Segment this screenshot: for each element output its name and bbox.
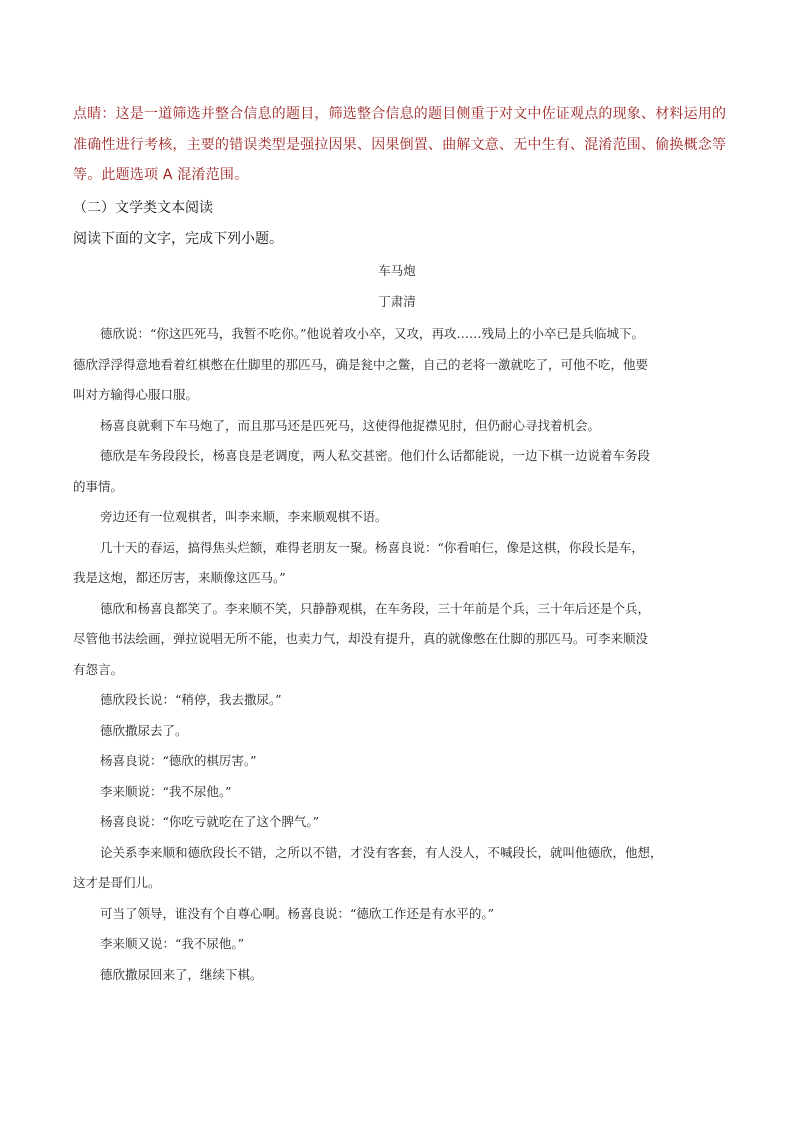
story-line: 德欣撒尿回来了，继续下棋。 <box>100 966 263 982</box>
story-line: 德欣和杨喜良都笑了。李来顺不笑，只静静观棋，在车务段，三十年前是个兵，三十年后还是个兵， <box>100 600 651 616</box>
story-line: 德欣撒尿去了。 <box>100 722 188 738</box>
story-line: 德欣是车务段段长，杨喜良是老调度，两人私交甚密。他们什么话都能说，一边下棋一边说着车务段 <box>100 448 651 463</box>
story-line: 杨喜良说：“你吃亏就吃在了这个脾气。” <box>100 814 320 829</box>
story-paragraph <box>73 594 723 686</box>
story-paragraph <box>73 838 723 899</box>
story-line: 德欣段长说：“稍停，我去撒尿。” <box>100 692 282 707</box>
story-paragraph <box>73 685 723 716</box>
story-body <box>73 319 723 990</box>
story-paragraph <box>73 746 723 777</box>
story-line: 这才是哥们儿。 <box>73 875 161 890</box>
story-paragraph <box>73 899 723 930</box>
story-paragraph <box>73 777 723 808</box>
answer-note <box>73 99 727 191</box>
story-line: 李来顺又说：“我不尿他。” <box>100 936 245 951</box>
story-paragraph <box>73 929 723 960</box>
note-line: 等。此题选项 A 混淆范围。 <box>73 167 249 183</box>
story-paragraph <box>73 411 723 442</box>
story-paragraph <box>73 807 723 838</box>
story-paragraph <box>73 441 723 502</box>
story-line: 可当了领导，谁没有个自尊心啊。杨喜良说：“德欣工作还是有水平的。” <box>100 905 495 921</box>
story-paragraph <box>73 716 723 747</box>
story-line: 德欣说：“你这匹死马，我暂不吃你。”他说着攻小卒，又攻，再攻……残局上的小卒已是兵临城下。 <box>100 326 645 341</box>
story-line: 论关系李来顺和德欣段长不错，之所以不错，才没有客套，有人没人，不喊段长，就叫他德欣，他想， <box>100 844 663 860</box>
story-author: 丁肃清 <box>378 294 416 309</box>
story-paragraph <box>73 319 723 411</box>
note-line: 点睛：这是一道筛选并整合信息的题目，筛选整合信息的题目侧重于对文中佐证观点的现象、材料运用的 <box>73 106 727 122</box>
story-line: 有怨言。 <box>73 661 124 677</box>
story-line: 德欣浮浮得意地看着红棋憋在仕脚里的那匹马，确是瓮中之鳖，自己的老将一激就吃了，可他不吃，他要 <box>73 356 649 372</box>
instruction-text: 阅读下面的文字，完成下列小题。 <box>73 231 283 247</box>
story-title: 车马炮 <box>378 263 416 278</box>
story-line: 杨喜良说：“德欣的棋厉害。” <box>100 753 257 768</box>
story-line: 的事情。 <box>73 478 124 494</box>
story-line: 尽管他书法绘画，弹拉说唱无所不能，也卖力气，却没有提升，真的就像憋在仕脚的那匹马。可李来顺没 <box>73 631 649 646</box>
story-line: 几十天的春运，搞得焦头烂额，难得老朋友一聚。杨喜良说：“你看咱仨，像是这棋，你段长是车， <box>100 539 644 555</box>
note-line: 准确性进行考核，主要的错误类型是强拉因果、因果倒置、曲解文意、无中生有、混淆范围、偷换概念等 <box>73 136 727 153</box>
story-paragraph <box>73 533 723 594</box>
story-line: 杨喜良就剩下车马炮了，而且那马还是匹死马，这使得他捉襟见肘，但仍耐心寻找着机会。 <box>100 417 601 433</box>
story-line: 旁边还有一位观棋者，叫李来顺，李来顺观棋不语。 <box>100 509 388 524</box>
story-paragraph <box>73 960 723 991</box>
story-line: 我是这炮，都还厉害，来顺像这匹马。” <box>73 570 286 585</box>
story-line: 叫对方输得心服口服。 <box>73 387 199 402</box>
story-line: 李来顺说：“我不尿他。” <box>100 783 232 799</box>
story-paragraph <box>73 502 723 533</box>
section-heading: （二）文学类文本阅读 <box>73 200 213 216</box>
